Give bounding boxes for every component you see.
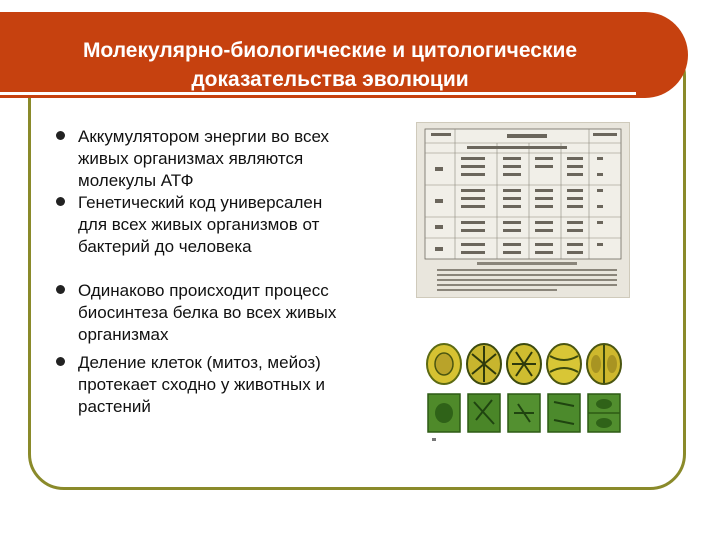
bullet-item bbox=[56, 352, 356, 418]
cell-division-graphic bbox=[426, 340, 626, 444]
bullet-item bbox=[56, 280, 356, 352]
genetic-code-table-image bbox=[416, 122, 630, 298]
title-bar bbox=[0, 12, 688, 98]
bullet-text: Одинаково происходит процесс биосинтеза белка во всех живых организмах bbox=[78, 281, 337, 344]
bullet-dot-icon bbox=[56, 285, 65, 294]
title-underline bbox=[0, 92, 636, 95]
bullet-text: Генетический код универсален для всех живых организмов от бактерий до человека bbox=[78, 193, 323, 256]
bullet-list bbox=[56, 126, 356, 418]
bullet-text: Аккумулятором энергии во всех живых организмах являются молекулы АТФ bbox=[78, 127, 330, 190]
bullet-item bbox=[56, 126, 356, 192]
bullet-dot-icon bbox=[56, 357, 65, 366]
genetic-code-table-graphic bbox=[417, 123, 629, 297]
title-line-2: доказательства эволюции bbox=[191, 68, 469, 91]
bullet-dot-icon bbox=[56, 131, 65, 140]
slide-title bbox=[20, 36, 640, 94]
bullet-text: Деление клеток (митоз, мейоз) протекает сходно у животных и растений bbox=[78, 353, 325, 416]
bullet-item bbox=[56, 192, 356, 280]
cell-division-micrograph-image bbox=[426, 340, 626, 444]
title-line-1: Молекулярно-биологические и цитологические bbox=[82, 39, 578, 62]
bullet-dot-icon bbox=[56, 197, 65, 206]
